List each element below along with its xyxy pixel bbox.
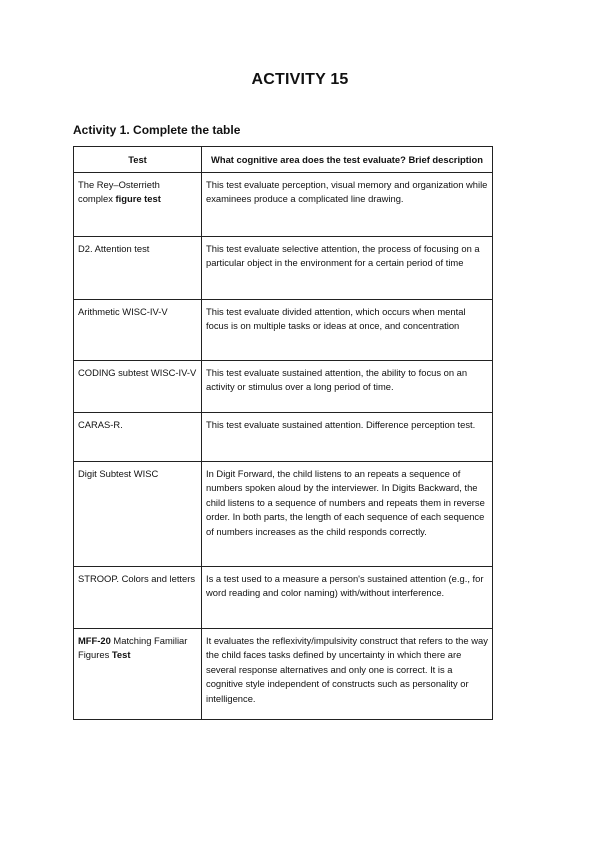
table-row [74, 566, 493, 628]
test-name-cell [74, 299, 202, 360]
test-name-cell [74, 566, 202, 628]
test-description: Is a test used to a measure a person's sustained attention (e.g., for word reading and color naming) with/without interference. [202, 566, 493, 628]
test-name-cell [74, 236, 202, 299]
test-name-bold: figure test [115, 193, 161, 204]
table-row [74, 299, 493, 360]
page-title: ACTIVITY 15 [251, 71, 349, 88]
table-row [74, 172, 493, 236]
test-name-cell [74, 412, 202, 461]
test-name-bold: MFF-20 [78, 634, 111, 646]
table-row [74, 360, 493, 412]
test-name: The Rey–Osterrieth complex [78, 178, 160, 204]
test-description: This test evaluate sustained attention, the ability to focus on an activity or stimulus over a long period of time. [202, 360, 493, 412]
test-name: Arithmetic WISC-IV-V [78, 305, 168, 317]
test-description: This test evaluate divided attention, which occurs when mental focus is on multiple tasks or ideas at once, and concentration [202, 299, 493, 360]
test-name: D2. Attention test [78, 242, 150, 254]
test-description: This test evaluate perception, visual memory and organization while examinees produce a complicated line drawing. [202, 172, 493, 236]
test-name-cell [74, 360, 202, 412]
header-description: What cognitive area does the test evaluate? Brief description [202, 147, 493, 173]
header-test: Test [74, 147, 202, 173]
test-description: This test evaluate sustained attention. Difference perception test. [202, 412, 493, 461]
test-name: Matching Familiar Figures [78, 634, 188, 660]
table-row [74, 412, 493, 461]
test-description: It evaluates the reflexivity/impulsivity construct that refers to the way the child faces tasks defined by uncertainty in which there are several response alternatives and only one is correct. It is a cognitive style independent of constructs such as personality or intelligence. [202, 628, 493, 719]
test-name: CODING subtest WISC-IV-V [78, 366, 197, 378]
test-name: STROOP. Colors and letters [78, 572, 196, 584]
table-row [74, 461, 493, 566]
test-name-cell [74, 628, 202, 719]
test-name-bold-end: Test [111, 649, 131, 660]
table-row [74, 236, 493, 299]
section-heading: Activity 1. Complete the table [73, 123, 241, 137]
tests-table [73, 146, 493, 720]
test-name: Digit Subtest WISC [78, 467, 159, 479]
test-description: In Digit Forward, the child listens to an repeats a sequence of numbers spoken aloud by the interviewer. In Digits Backward, the child listens to a sequence of numbers and repeats them in reverse order. In both parts, the length of each sequence of each sequence of numbers increases as the child responds correctly. [202, 461, 493, 566]
test-name: CARAS-R. [78, 418, 123, 430]
table-row [74, 628, 493, 719]
test-name-cell [74, 461, 202, 566]
table-header-row [74, 147, 493, 173]
test-name-cell [74, 172, 202, 236]
test-description: This test evaluate selective attention, the process of focusing on a particular object in the environment for a certain period of time [202, 236, 493, 299]
